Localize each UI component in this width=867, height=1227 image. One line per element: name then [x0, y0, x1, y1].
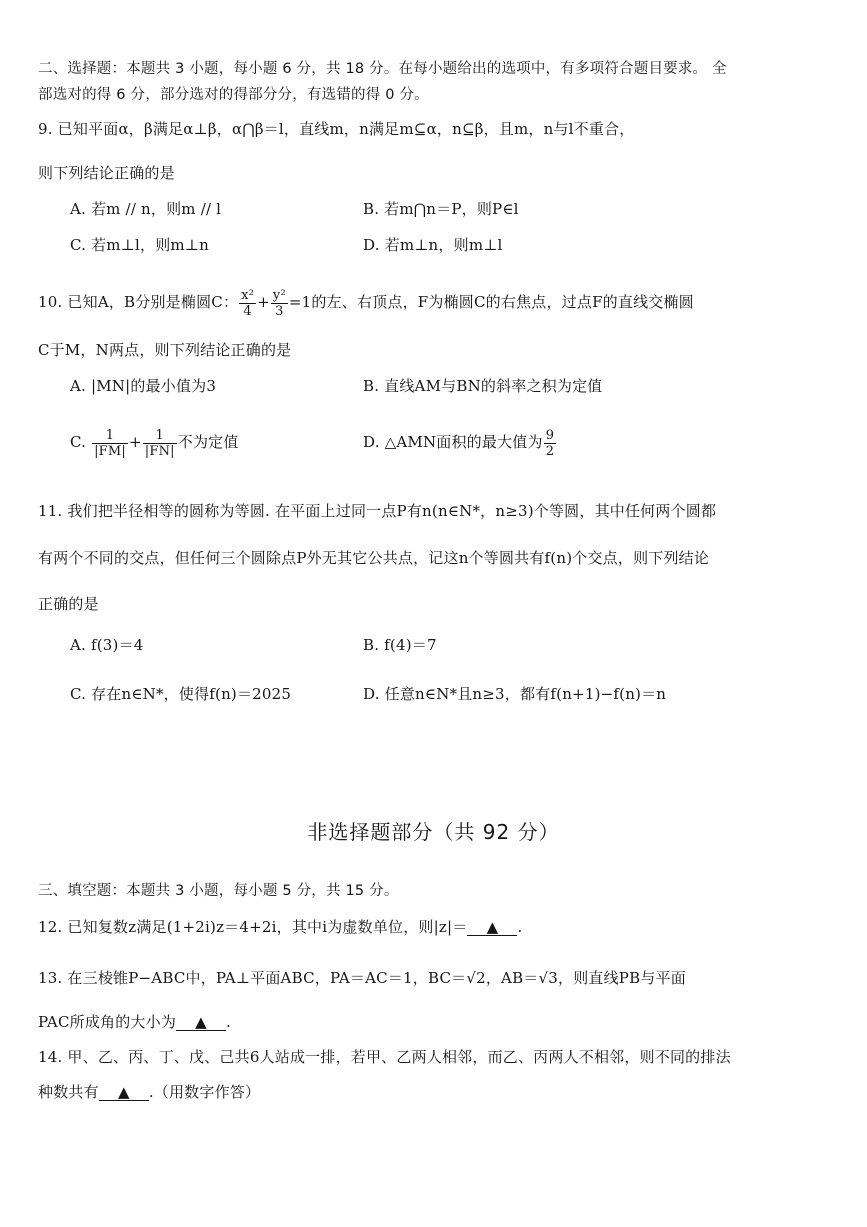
q10-plus: + [257, 293, 270, 311]
q11-stem-line2: 有两个不同的交点，但任何三个圆除点P外无其它公共点，记这n个等圆共有f(n)个交点，则下列结论 [38, 549, 710, 567]
q10-option-c [70, 424, 239, 460]
section2-line2: 部选对的得 6 分，部分选对的得部分分，有选错的得 0 分。 [38, 87, 429, 103]
q9-option-d: D. 若m⊥n，则m⊥l [363, 236, 503, 254]
q11-option-b: B. f(4)＝7 [363, 636, 437, 654]
q10-stem-line2: C于M，N两点，则下列结论正确的是 [38, 341, 292, 359]
q14-answer-blank: ▲ [99, 1084, 149, 1101]
q9-option-c: C. 若m⊥l，则m⊥n [70, 236, 209, 254]
q10-frac2-num: y² [272, 287, 286, 303]
q12-stem-pre: 12. 已知复数z满足(1+2i)z＝4+2i，其中i为虚数单位，则|z|＝ [38, 918, 468, 936]
q11-option-a: A. f(3)＝4 [70, 636, 144, 654]
q10-option-c-frac2 [143, 428, 177, 459]
q10-option-c-label: C. [70, 433, 87, 451]
q14-stem-line2 [38, 1081, 260, 1103]
q9-option-b: B. 若m⋂n＝P，则P∈l [363, 200, 519, 218]
q10-option-c-frac2-den: |FN| [144, 443, 175, 459]
part2-title: 非选择题部分（共 92 分） [307, 820, 560, 844]
q10-frac1-num: x² [241, 287, 255, 303]
q10-option-c-plus: + [129, 433, 142, 451]
q9-stem-line1: 9. 已知平面α，β满足α⊥β，α⋂β＝l，直线m，n满足m⊆α，n⊆β，且m，n与l不重合， [38, 120, 635, 138]
q10-option-d-den: 2 [545, 443, 555, 459]
q13-stem-line1: 13. 在三棱锥P−ABC中，PA⊥平面ABC，PA＝AC＝1，BC＝√2，AB＝√3，则直线PB与平面 [38, 969, 686, 987]
q10-stem-line1 [38, 284, 694, 320]
section3-line1: 三、填空题：本题共 3 小题，每小题 5 分，共 15 分。 [38, 883, 399, 899]
q10-option-b: B. 直线AM与BN的斜率之积为定值 [363, 377, 603, 395]
q11-stem-line1: 11. 我们把半径相等的圆称为等圆. 在平面上过同一点P有n(n∈N*，n≥3)个等圆，其中任何两个圆都 [38, 502, 717, 520]
q13-stem-line2 [38, 1011, 231, 1033]
section2-line1: 二、选择题：本题共 3 小题，每小题 6 分，共 18 分。在每小题给出的选项中，有多项符合题目要求。 全 [38, 61, 727, 77]
q11-option-d: D. 任意n∈N*且n≥3，都有f(n+1)−f(n)＝n [363, 685, 667, 703]
q10-fraction-x [239, 288, 256, 319]
q10-stem-pre: 10. 已知A，B分别是椭圆C： [38, 293, 239, 311]
q10-option-c-frac1 [92, 428, 128, 459]
q9-stem-line2: 则下列结论正确的是 [38, 164, 175, 182]
q10-frac1-den: 4 [243, 303, 252, 319]
q12-stem-post: . [517, 918, 523, 936]
q13-stem-line2-pre: PAC所成角的大小为 [38, 1013, 177, 1031]
q10-frac2-den: 3 [275, 303, 284, 319]
q14-stem-line1: 14. 甲、乙、丙、丁、戊、己共6人站成一排，若甲、乙两人相邻，而乙、丙两人不相邻，则不同的排法 [38, 1048, 731, 1066]
q10-option-c-frac2-num: 1 [143, 428, 177, 444]
q10-option-c-frac1-num: 1 [92, 428, 128, 444]
q12-answer-blank: ▲ [467, 919, 517, 936]
q12-stem [38, 916, 522, 938]
q13-answer-blank: ▲ [176, 1014, 226, 1031]
q9-option-a: A. 若m // n，则m // l [70, 200, 222, 218]
q10-option-c-post: 不为定值 [177, 433, 239, 451]
q10-fraction-y [271, 288, 288, 319]
q10-option-a: A. |MN|的最小值为3 [70, 377, 217, 395]
q11-stem-line3: 正确的是 [38, 595, 99, 613]
q10-option-d-pre: D. △AMN面积的最大值为 [363, 433, 543, 451]
q14-stem-line2-pre: 种数共有 [38, 1083, 99, 1101]
q10-option-d-num: 9 [545, 427, 555, 443]
q14-stem-line2-post: .（用数字作答） [148, 1083, 261, 1101]
q10-option-c-frac1-den: |FM| [94, 443, 126, 459]
q10-option-d-frac [544, 428, 556, 459]
q13-stem-line2-post: . [226, 1013, 231, 1031]
q11-option-c: C. 存在n∈N*，使得f(n)＝2025 [70, 685, 292, 703]
q10-option-d [363, 424, 557, 460]
q10-stem-post: =1的左、右顶点，F为椭圆C的右焦点，过点F的直线交椭圆 [288, 293, 694, 311]
